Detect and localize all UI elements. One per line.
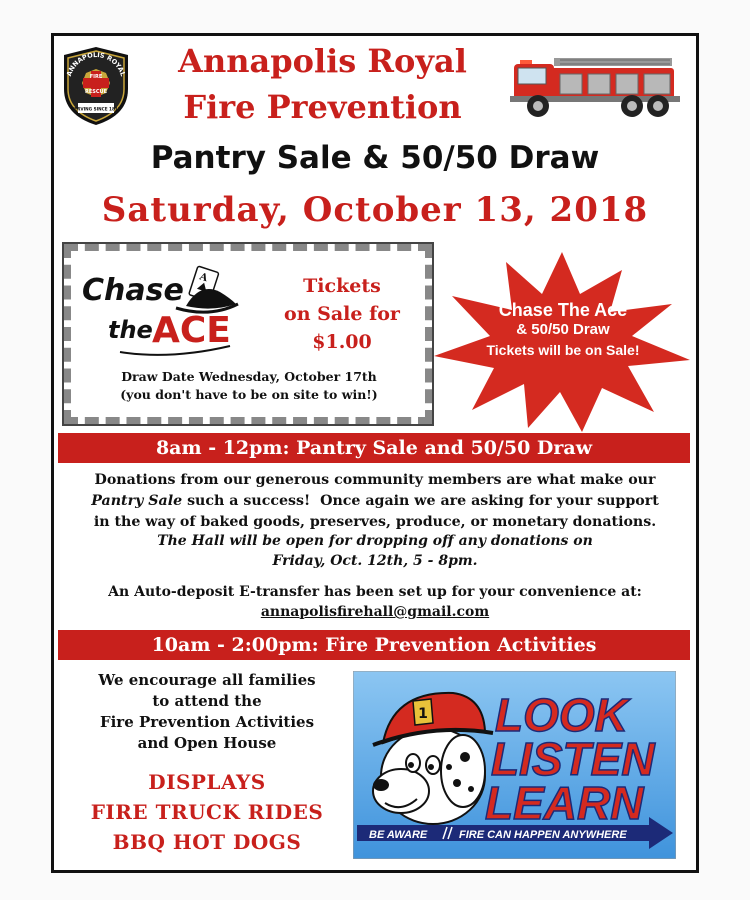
logo-ace-text: ACE — [152, 310, 231, 351]
donations-line-2 — [62, 491, 688, 512]
event-subtitle: Pantry Sale & 50/50 Draw — [150, 140, 600, 176]
tickets-line-2: on Sale for — [284, 303, 400, 325]
draw-date-line-2: (you don't have to be on site to win!) — [120, 387, 378, 402]
donations-line-3: in the way of baked goods, preserves, produce, or monetary donations. — [93, 514, 657, 530]
hall-line-1: The Hall will be open for dropping off any donations on — [157, 533, 593, 549]
activity-item: BBQ HOT DOGS — [112, 830, 302, 854]
badge-rescue-text: RESCUE — [84, 89, 108, 95]
tickets-line-1: Tickets — [303, 275, 381, 297]
title-line-2: Fire Prevention — [183, 88, 462, 126]
badge-top-text: ANNAPOLIS ROYAL — [65, 50, 127, 78]
donations-paragraph — [62, 470, 688, 533]
poster-learn-text: LEARN — [485, 777, 644, 829]
fire-department-badge — [60, 45, 132, 127]
badge-fire-text: FIRE — [89, 74, 103, 80]
draw-date-info — [74, 368, 424, 404]
hall-open-info — [62, 531, 688, 571]
donations-line-2-rest: such a success! Once again we are asking for your support — [182, 493, 659, 509]
donations-line-1: Donations from our generous community members are what make our — [94, 472, 656, 488]
poster-look-text: LOOK — [495, 689, 628, 741]
starburst-text — [478, 300, 648, 360]
badge-serving-text: SERVING SINCE 1811 — [71, 106, 121, 112]
activities-list — [62, 767, 352, 857]
starburst-line-2: & 50/50 Draw — [516, 321, 610, 338]
logo-chase-text: Chase — [82, 273, 184, 308]
banner-be-aware: BE AWARE — [369, 829, 428, 841]
helmet-number: 1 — [418, 706, 428, 722]
pantry-sale-italic: Pantry Sale — [91, 493, 183, 509]
chase-the-ace-logo — [80, 262, 240, 360]
encourage-line: Fire Prevention Activities — [99, 713, 315, 731]
activity-item: DISPLAYS — [148, 770, 266, 794]
fire-prevention-band: 10am - 2:00pm: Fire Prevention Activities — [58, 630, 690, 660]
draw-date-line-1: Draw Date Wednesday, October 17th — [121, 369, 377, 384]
banner-fire-can-happen: FIRE CAN HAPPEN ANYWHERE — [459, 829, 627, 841]
tickets-price: $1.00 — [312, 331, 372, 353]
fire-truck-icon — [510, 50, 686, 122]
hall-line-2: Friday, Oct. 12th, 5 - 8pm. — [272, 553, 478, 569]
encourage-line: to attend the — [152, 692, 262, 710]
look-listen-learn-poster — [353, 671, 676, 859]
card-letter: A — [198, 271, 209, 285]
starburst-line-1: Chase The Ace — [498, 300, 628, 320]
etransfer-info — [62, 582, 688, 622]
pantry-sale-band: 8am - 12pm: Pantry Sale and 50/50 Draw — [58, 433, 690, 463]
encourage-line: We encourage all families — [98, 671, 316, 689]
activity-item: FIRE TRUCK RIDES — [90, 800, 324, 824]
poster-listen-text: LISTEN — [491, 733, 655, 785]
event-date: Saturday, October 13, 2018 — [101, 190, 649, 230]
email-link[interactable]: annapolisfirehall@gmail.com — [260, 604, 490, 620]
logo-the-text: the — [108, 316, 153, 344]
etransfer-line: An Auto-deposit E-transfer has been set up for your convenience at: — [108, 584, 642, 600]
starburst-line-3: Tickets will be on Sale! — [486, 342, 640, 358]
title-line-1: Annapolis Royal — [178, 42, 467, 80]
tickets-on-sale — [262, 272, 422, 356]
encourage-text — [62, 670, 352, 754]
encourage-line: and Open House — [137, 734, 277, 752]
